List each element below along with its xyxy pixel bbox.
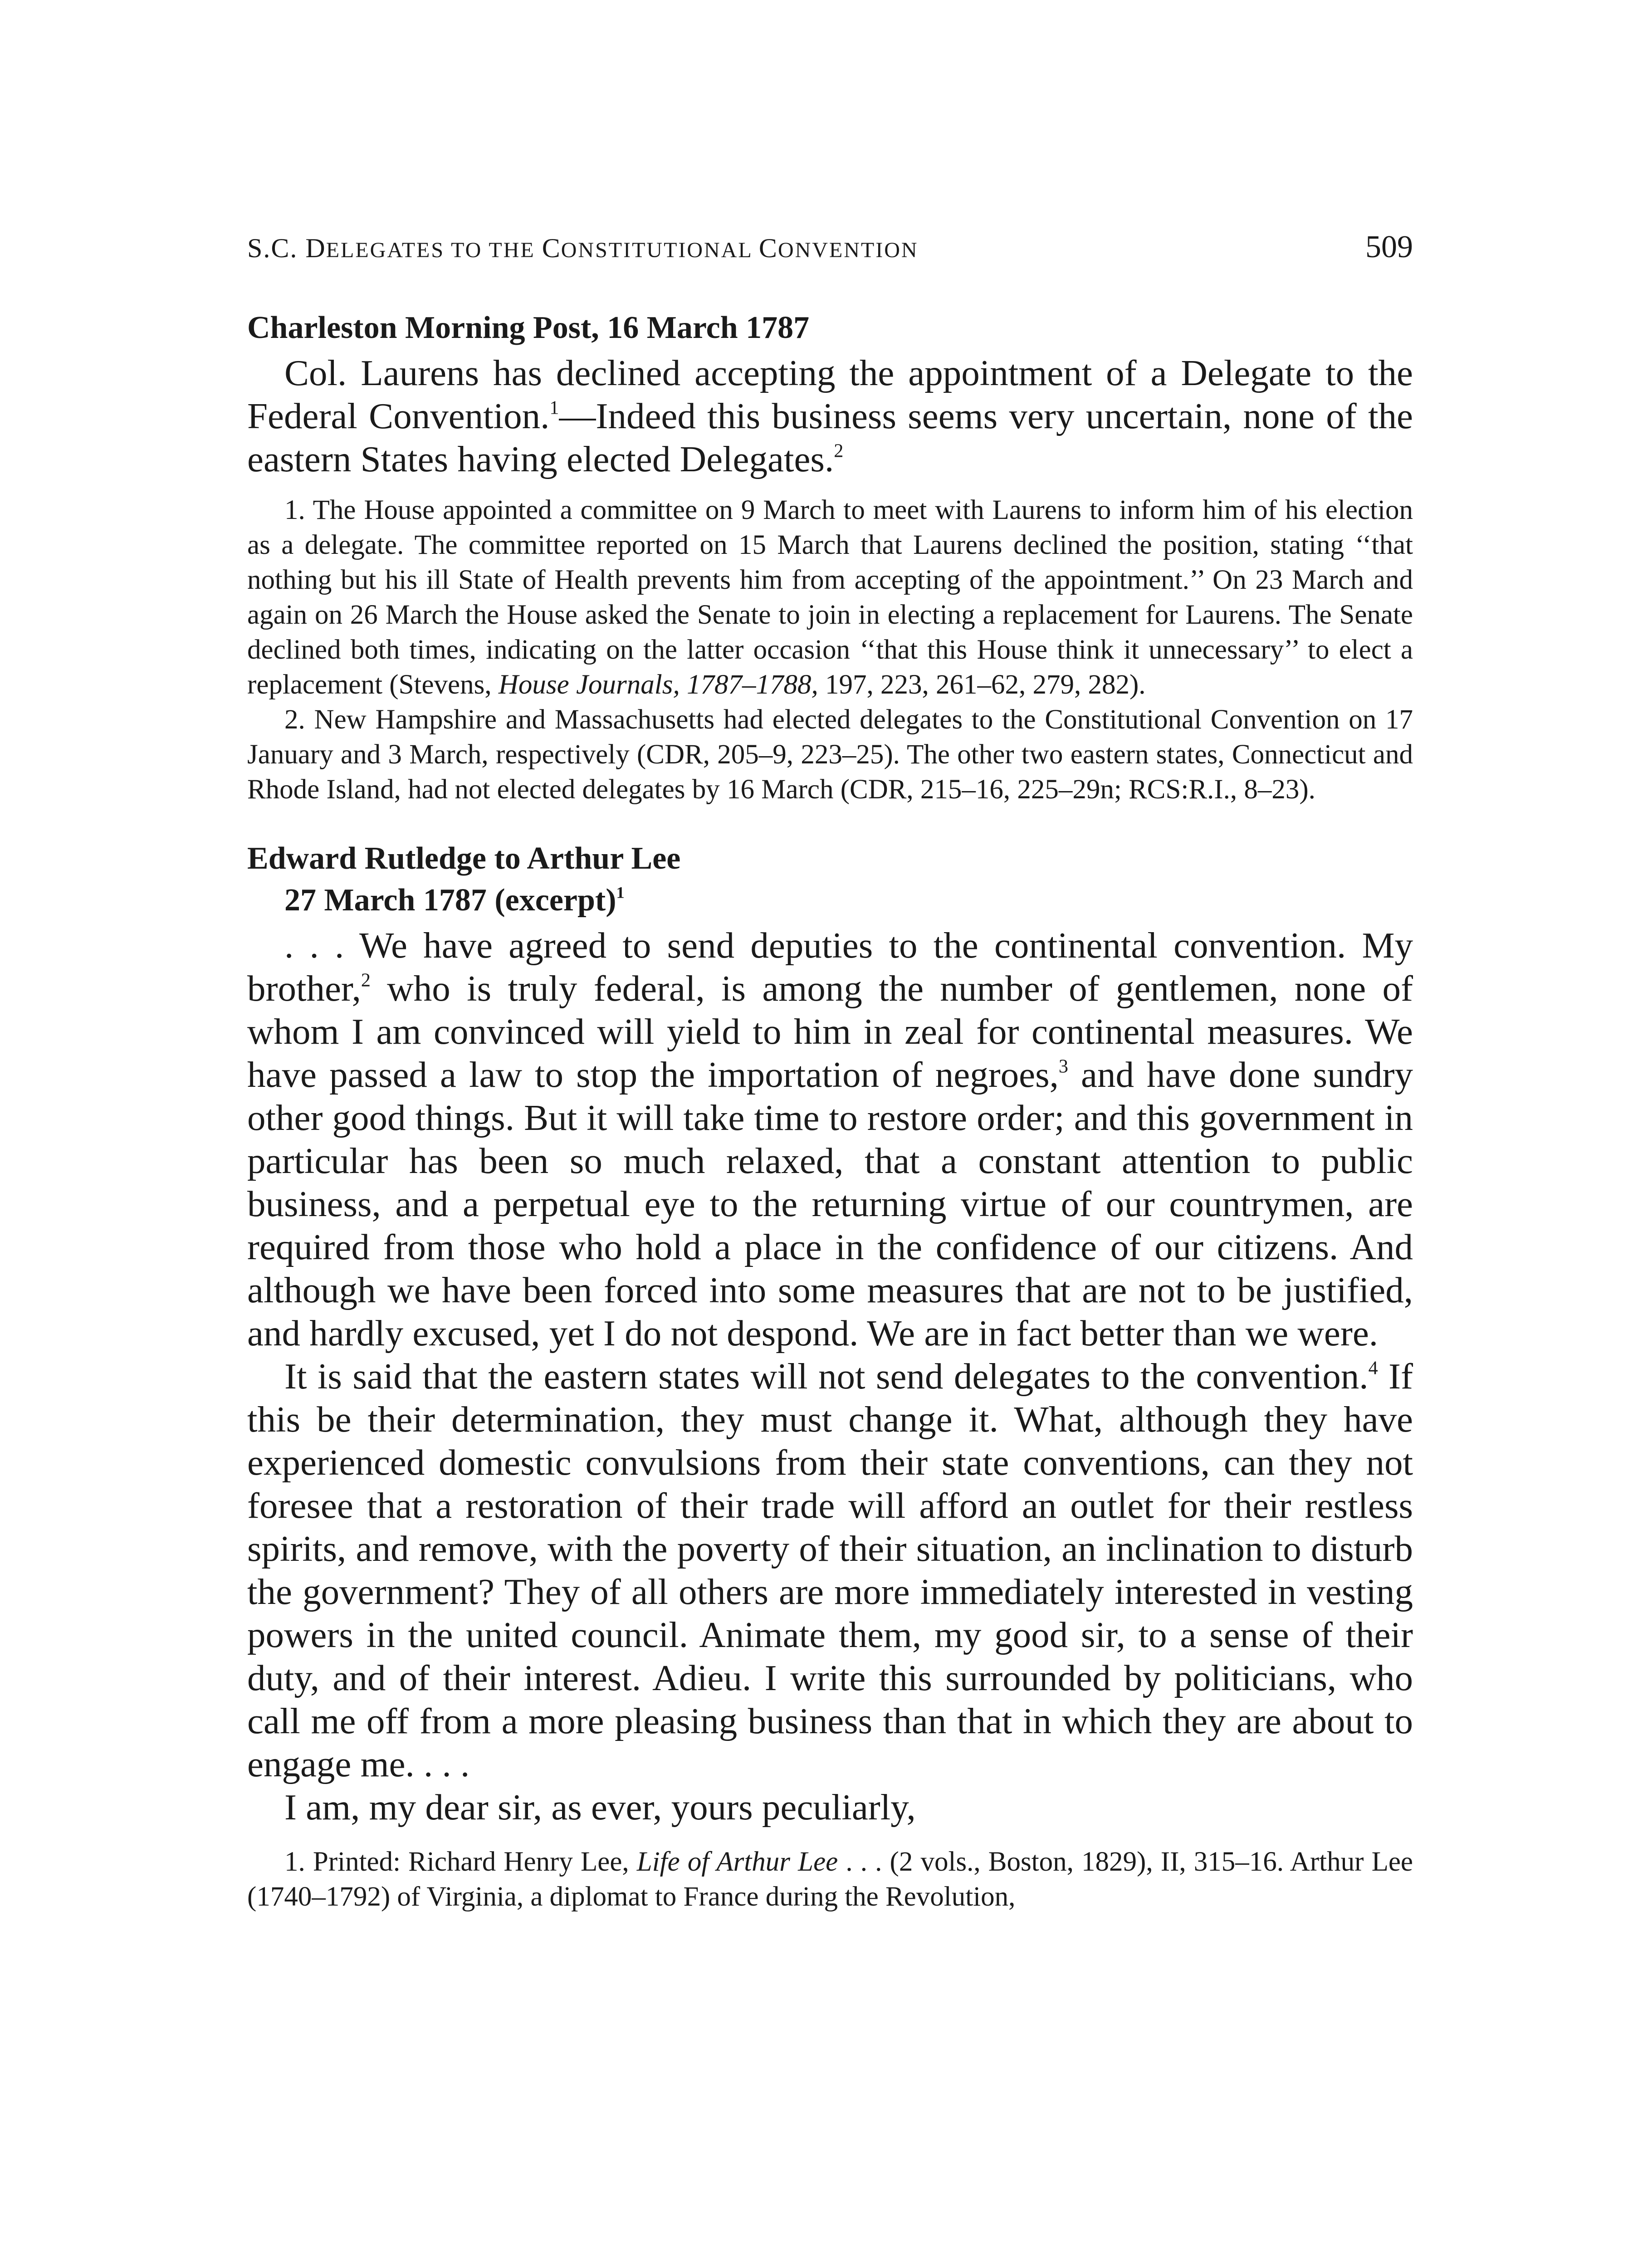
section-heading-charleston-post: Charleston Morning Post, 16 March 1787 [247,310,810,345]
note-ref: 2 [834,440,844,462]
body-paragraph: . . . We have agreed to send deputies to the continental convention. My brother,$^2$ who is truly federal, is among the number of gentlemen, none of whom I am convinced will yield to him in zeal for continental measures. We have passed a law to stop the importation of negroes,$^3$ and have done sundry other good things. But it will take time to restore order; and this government in particular has been so much relaxed, that a constant attention to public business, and a perpetual eye to the returning virtue of our countrymen, are required from those who hold a place in the confidence of our citizens. And although we have been forced into some measures that are not to be justified, and hardly excused, yet I do not despond. We are in fact better than we were. [247,925,1413,1354]
footnote: 1. The House appointed a committee on 9 March to meet with Laurens to inform him of his election as a delegate. The committee reported on 15 March that Laurens declined the position, stating ‘‘that nothing but his ill State of Health prevents him from accepting of the appointment.’’ On 23 March and again on 26 March the House asked the Senate to join in electing a replacement for Laurens. The Senate declined both times, indicating on the latter occasion ‘‘that this House think it unnecessary’’ to elect a replacement (Stevens, House Journals, 1787–1788, 197, 223, 261–62, 279, 282). [247,495,1413,700]
running-head [247,229,1413,270]
footnotes-section1 [247,493,1413,807]
note-ref: 4 [1368,1357,1378,1379]
footnote: 2. New Hampshire and Massachusetts had elected delegates to the Constitutional Convention on 17 January and 3 March, respectively (CDR, 205–9, 223–25). The other two eastern states, Connecticut and Rhode Island, had not elected delegates by 16 March (CDR, 215–16, 225–29n; RCS:R.I., 8–23). [247,704,1413,805]
section-heading-rutledge-letter [247,838,1413,921]
note-ref: 1 [549,397,559,419]
document-page [247,229,1413,1914]
body-paragraph: Col. Laurens has declined accepting the appointment of a Delegate to the Federal Convention.$^1$—Indeed this business seems very uncertain, none of the eastern States having elected Delegates.$^2$ [247,352,1413,479]
footnotes-section2 [247,1844,1413,1914]
heading-line: 27 March 1787 (excerpt)$^1$ [284,883,625,918]
page-number: 509 [1365,230,1413,264]
note-ref: 1 [616,883,625,902]
footnote: 1. Printed: Richard Henry Lee, Life of Arthur Lee . . . (2 vols., Boston, 1829), II, 315–16. Arthur Lee (1740–1792) of Virginia, a diplomat to France during the Revolution, [247,1847,1413,1912]
closing-line: I am, my dear sir, as ever, yours peculiarly, [284,1787,916,1828]
note-ref: 2 [361,969,371,991]
note-ref: 3 [1058,1056,1068,1077]
heading-line: Edward Rutledge to Arthur Lee [247,841,681,876]
running-head-title: S.C. DELEGATES TO THE CONSTITUTIONAL CONVENTION [247,233,919,263]
body-paragraph: It is said that the eastern states will not send delegates to the convention.$^4$ If this be their determination, they must change it. What, although they have experienced domestic convulsions from their state conventions, can they not foresee that a restoration of their trade will afford an outlet for their restless spirits, and remove, with the poverty of their situation, an inclination to disturb the government? They of all others are more immediately interested in vesting powers in the united council. Animate them, my good sir, to a sense of their duty, and of their interest. Adieu. I write this surrounded by politicians, who call me off from a more pleasing business than that in which they are about to engage me. . . . [247,1356,1413,1784]
